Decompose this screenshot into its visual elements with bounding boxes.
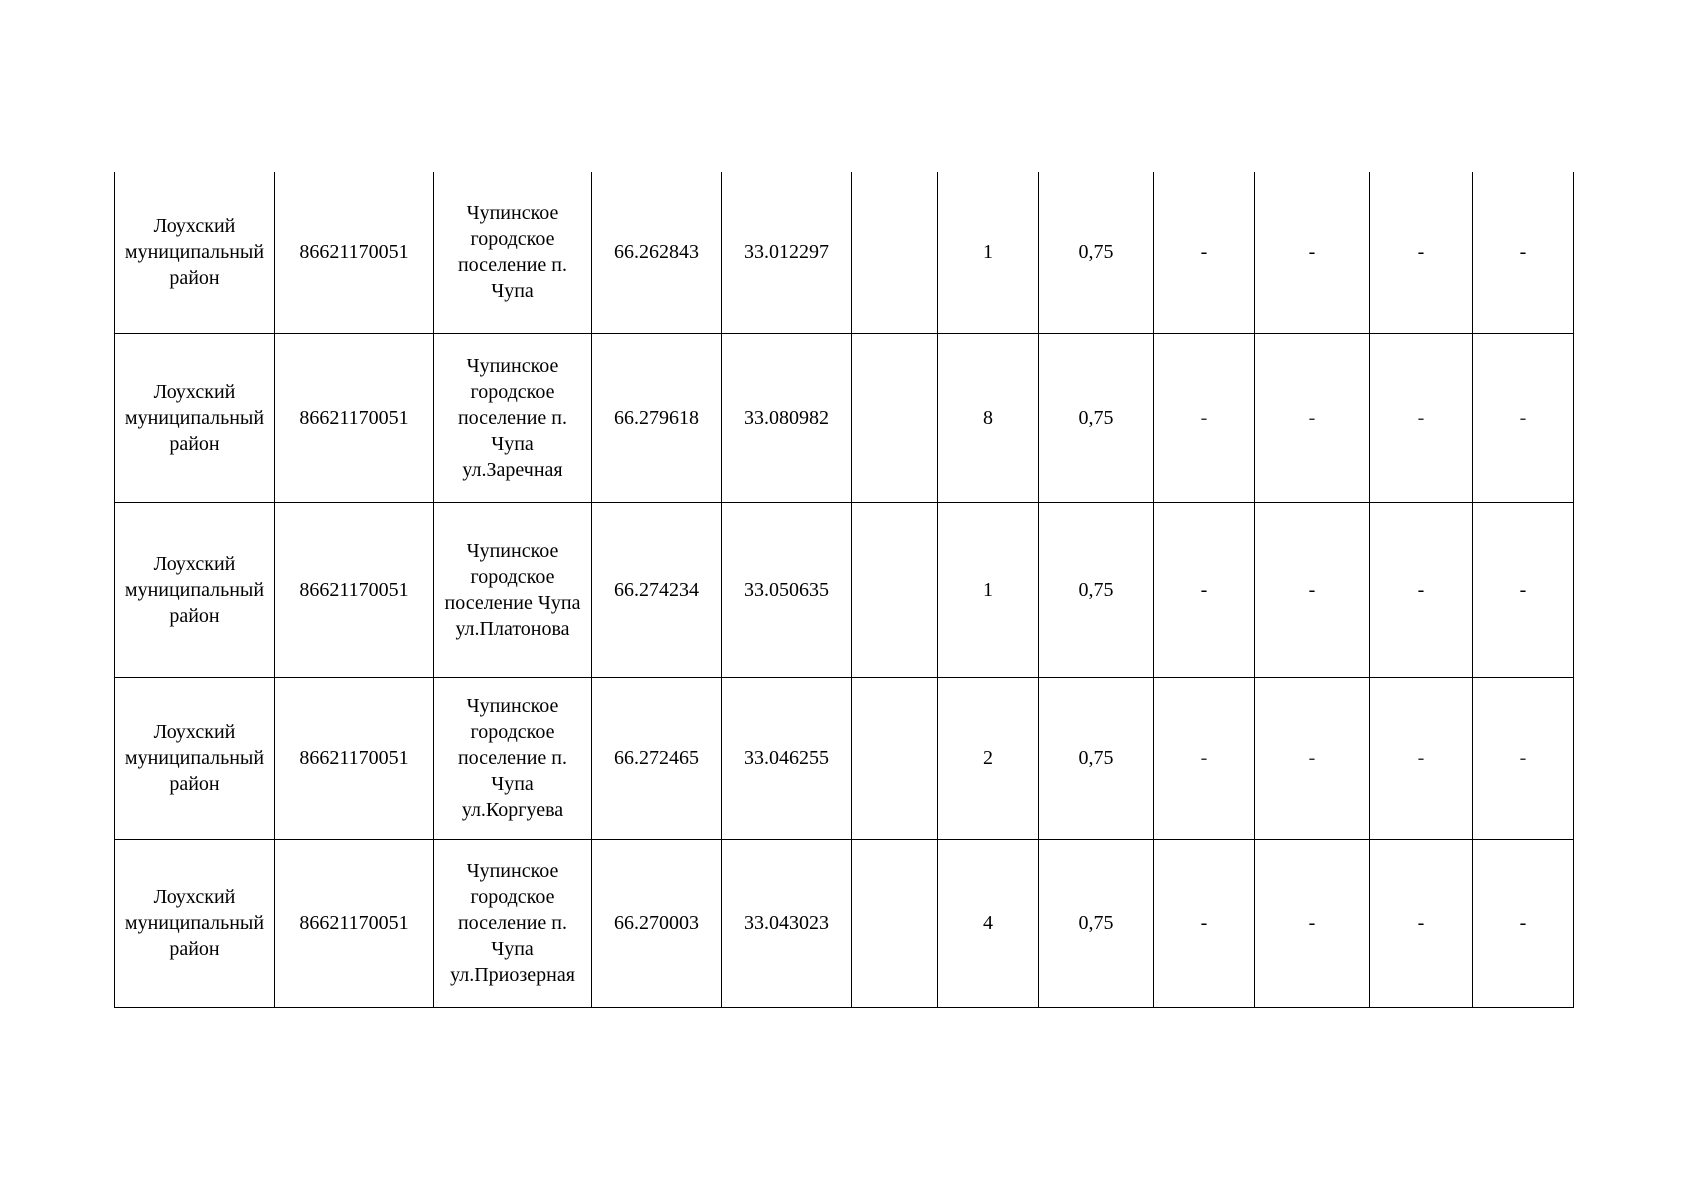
container-count-cell: 8: [938, 333, 1039, 502]
settlement-cell: Чупинское городское поселение п. Чупа: [434, 172, 592, 333]
container-volume-cell: 0,75: [1039, 172, 1154, 333]
district-cell: Лоухский муниципальный район: [115, 677, 275, 839]
dash-cell: -: [1473, 502, 1574, 677]
dash-cell: -: [1154, 333, 1255, 502]
dash-cell: -: [1370, 172, 1473, 333]
container-volume-cell: 0,75: [1039, 839, 1154, 1007]
dash-cell: -: [1255, 333, 1370, 502]
dash-cell: -: [1255, 502, 1370, 677]
dash-cell: -: [1473, 677, 1574, 839]
empty-cell: [852, 677, 938, 839]
latitude-cell: 66.270003: [592, 839, 722, 1007]
latitude-cell: 66.274234: [592, 502, 722, 677]
dash-cell: -: [1473, 839, 1574, 1007]
dash-cell: -: [1154, 677, 1255, 839]
empty-cell: [852, 172, 938, 333]
empty-cell: [852, 502, 938, 677]
settlement-cell: Чупинское городское поселение п. Чупа ул.Коргуева: [434, 677, 592, 839]
container-count-cell: 1: [938, 502, 1039, 677]
dash-cell: -: [1370, 502, 1473, 677]
longitude-cell: 33.080982: [722, 333, 852, 502]
container-volume-cell: 0,75: [1039, 502, 1154, 677]
dash-cell: -: [1255, 839, 1370, 1007]
longitude-cell: 33.050635: [722, 502, 852, 677]
container-count-cell: 1: [938, 172, 1039, 333]
district-cell: Лоухский муниципальный район: [115, 839, 275, 1007]
longitude-cell: 33.012297: [722, 172, 852, 333]
dash-cell: -: [1255, 677, 1370, 839]
latitude-cell: 66.262843: [592, 172, 722, 333]
container-volume-cell: 0,75: [1039, 333, 1154, 502]
container-count-cell: 2: [938, 677, 1039, 839]
dash-cell: -: [1370, 839, 1473, 1007]
oktmo-cell: 86621170051: [275, 839, 434, 1007]
settlement-cell: Чупинское городское поселение п. Чупа ул.Приозерная: [434, 839, 592, 1007]
dash-cell: -: [1154, 172, 1255, 333]
table-row: [115, 839, 1574, 1007]
oktmo-cell: 86621170051: [275, 172, 434, 333]
settlement-cell: Чупинское городское поселение Чупа ул.Платонова: [434, 502, 592, 677]
dash-cell: -: [1154, 502, 1255, 677]
district-cell: Лоухский муниципальный район: [115, 502, 275, 677]
oktmo-cell: 86621170051: [275, 502, 434, 677]
dash-cell: -: [1473, 333, 1574, 502]
district-cell: Лоухский муниципальный район: [115, 172, 275, 333]
dash-cell: -: [1255, 172, 1370, 333]
latitude-cell: 66.272465: [592, 677, 722, 839]
dash-cell: -: [1473, 172, 1574, 333]
longitude-cell: 33.046255: [722, 677, 852, 839]
dash-cell: -: [1154, 839, 1255, 1007]
dash-cell: -: [1370, 677, 1473, 839]
settlement-cell: Чупинское городское поселение п. Чупа ул.Заречная: [434, 333, 592, 502]
district-cell: Лоухский муниципальный район: [115, 333, 275, 502]
dash-cell: -: [1370, 333, 1473, 502]
longitude-cell: 33.043023: [722, 839, 852, 1007]
latitude-cell: 66.279618: [592, 333, 722, 502]
empty-cell: [852, 839, 938, 1007]
table-row: [115, 172, 1574, 333]
table-row: [115, 502, 1574, 677]
oktmo-cell: 86621170051: [275, 677, 434, 839]
container-volume-cell: 0,75: [1039, 677, 1154, 839]
table-row: [115, 677, 1574, 839]
container-sites-table: [114, 172, 1574, 1008]
container-count-cell: 4: [938, 839, 1039, 1007]
table-row: [115, 333, 1574, 502]
oktmo-cell: 86621170051: [275, 333, 434, 502]
empty-cell: [852, 333, 938, 502]
